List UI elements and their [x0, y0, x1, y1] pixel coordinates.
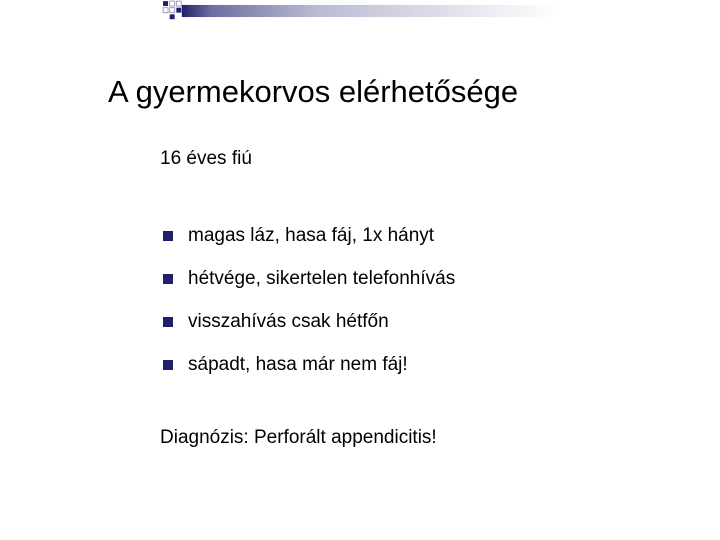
square-bullet-icon — [163, 360, 173, 370]
decor-square-2 — [170, 1, 175, 6]
decor-square-7 — [170, 14, 175, 19]
diagnosis-text: Diagnózis: Perforált appendicitis! — [160, 427, 437, 448]
bullet-text: sápadt, hasa már nem fáj! — [188, 354, 408, 375]
square-bullet-icon — [163, 317, 173, 327]
slide-subtitle: 16 éves fiú — [160, 148, 252, 169]
square-bullet-icon — [163, 231, 173, 241]
bullet-text: hétvége, sikertelen telefonhívás — [188, 268, 456, 289]
decor-square-3 — [176, 1, 181, 6]
square-bullet-icon — [163, 274, 173, 284]
decor-square-1 — [163, 1, 168, 6]
header-decoration — [0, 0, 720, 22]
decor-square-5 — [170, 8, 175, 13]
bullet-text: magas láz, hasa fáj, 1x hányt — [188, 225, 435, 246]
decor-square-6 — [176, 8, 181, 13]
header-band — [182, 5, 558, 17]
bullet-text: visszahívás csak hétfőn — [188, 311, 389, 332]
slide-title: A gyermekorvos elérhetősége — [108, 74, 519, 109]
decor-square-4 — [163, 8, 168, 13]
